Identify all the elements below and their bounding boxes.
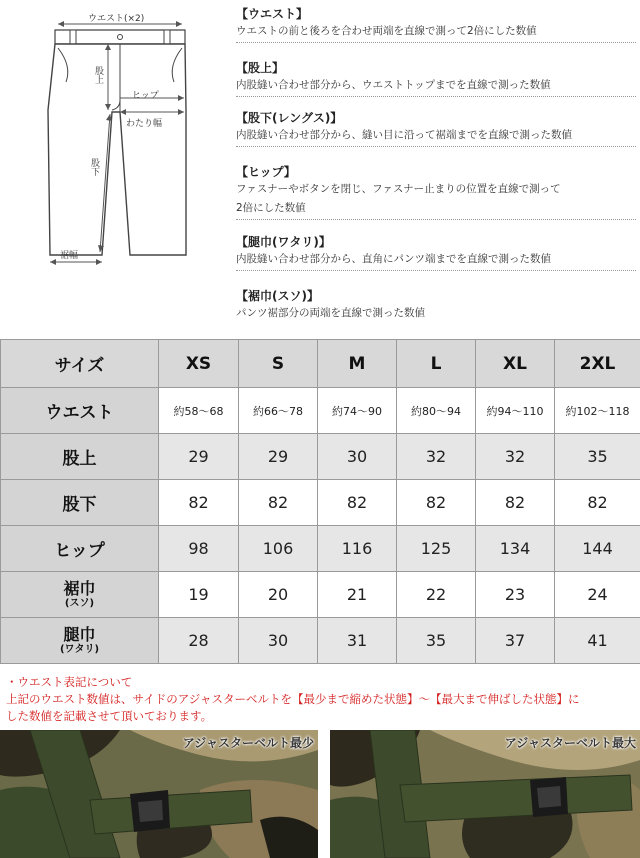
size-header-m: M [318, 340, 397, 388]
row-label-sub: (ワタリ) [59, 643, 100, 655]
diagram-waist-label: ウエスト(×2) [88, 14, 145, 24]
adjuster-belt-max-photo [330, 730, 640, 858]
dotted-divider [236, 270, 636, 271]
definition-body: 内股縫い合わせ部分から、直角にパンツ端までを直線で測った数値 [236, 253, 551, 265]
row-label-hem [1, 572, 159, 618]
size-header-xs: XS [159, 340, 239, 388]
table-cell: 82 [476, 480, 555, 526]
table-cell: 約102～118 [555, 388, 640, 434]
definition-title: 【腿巾(ワタリ)】 [236, 235, 331, 249]
row-label-inseam: 股下 [1, 480, 159, 526]
definition-title: 【ウエスト】 [236, 7, 309, 21]
size-header-l: L [397, 340, 476, 388]
size-header-s: S [239, 340, 318, 388]
table-cell: 82 [318, 480, 397, 526]
diagram-thigh-label: わたり幅 [126, 119, 163, 129]
table-cell: 30 [239, 618, 318, 664]
diagram-inseam-label: 股下 [89, 158, 99, 176]
waist-notation-note [6, 674, 636, 725]
photo-caption-max: アジャスターベルト最大 [504, 736, 636, 750]
note-line: 上記のウエスト数値は、サイドのアジャスターベルトを【最少まで縮めた状態】～【最大まで伸ばした状態】に [6, 692, 580, 706]
definition-body: ファスナーやボタンを閉じ、ファスナー止まりの位置を直線で測って [236, 183, 561, 195]
table-row-thigh [1, 618, 640, 664]
table-cell: 31 [318, 618, 397, 664]
table-cell: 144 [555, 526, 640, 572]
row-label-waist: ウエスト [1, 388, 159, 434]
pants-measurement-diagram [0, 0, 228, 336]
table-cell: 21 [318, 572, 397, 618]
definition-waist [236, 6, 636, 43]
diagram-hip-label: ヒップ [132, 91, 159, 101]
table-cell: 116 [318, 526, 397, 572]
row-label-thigh [1, 618, 159, 664]
row-label-main: 裾巾 [63, 578, 96, 598]
row-label-hip: ヒップ [1, 526, 159, 572]
pants-outline-illustration [0, 0, 228, 336]
table-row-rise [1, 434, 640, 480]
table-cell: 約74～90 [318, 388, 397, 434]
row-label-rise: 股上 [1, 434, 159, 480]
table-cell: 29 [239, 434, 318, 480]
table-cell: 82 [239, 480, 318, 526]
table-row-hip [1, 526, 640, 572]
table-cell: 約80～94 [397, 388, 476, 434]
definition-hip [236, 164, 636, 220]
table-row-hem [1, 572, 640, 618]
diagram-rise-label: 股上 [93, 66, 103, 84]
definition-body: 内股縫い合わせ部分から、縫い目に沿って裾端までを直線で測った数値 [236, 129, 572, 141]
table-cell: 22 [397, 572, 476, 618]
table-cell: 82 [397, 480, 476, 526]
table-cell: 24 [555, 572, 640, 618]
definition-body: パンツ裾部分の両端を直線で測った数値 [236, 307, 425, 319]
table-cell: 35 [397, 618, 476, 664]
size-chart-table [0, 339, 640, 664]
definition-body: 内股縫い合わせ部分から、ウエストトップまでを直線で測った数値 [236, 79, 551, 91]
definition-title: 【股下(レングス)】 [236, 111, 343, 125]
table-cell: 28 [159, 618, 239, 664]
table-cell: 41 [555, 618, 640, 664]
table-cell: 29 [159, 434, 239, 480]
table-cell: 35 [555, 434, 640, 480]
photo-caption-min: アジャスターベルト最少 [182, 736, 314, 750]
definition-thigh [236, 234, 636, 271]
definition-title: 【股上】 [236, 61, 285, 75]
table-row-inseam [1, 480, 640, 526]
size-header-row [1, 340, 640, 388]
definition-title: 【ヒップ】 [236, 165, 296, 179]
table-cell: 32 [397, 434, 476, 480]
table-cell: 134 [476, 526, 555, 572]
dotted-divider [236, 146, 636, 147]
adjuster-belt-min-photo [0, 730, 318, 858]
definition-inseam [236, 110, 636, 147]
table-cell: 37 [476, 618, 555, 664]
size-header-2xl: 2XL [555, 340, 640, 388]
note-line: ・ウエスト表記について [6, 675, 133, 689]
table-cell: 82 [555, 480, 640, 526]
definition-hem [236, 288, 636, 323]
definition-body: 2倍にした数値 [236, 202, 306, 214]
table-cell: 125 [397, 526, 476, 572]
dotted-divider [236, 219, 636, 220]
dotted-divider [236, 42, 636, 43]
diagram-hem-label: 裾幅 [60, 251, 79, 261]
table-cell: 30 [318, 434, 397, 480]
table-cell: 98 [159, 526, 239, 572]
size-header-xl: XL [476, 340, 555, 388]
note-line: した数値を記載させて頂いております。 [6, 709, 213, 723]
table-cell: 82 [159, 480, 239, 526]
size-corner-label: サイズ [1, 340, 159, 388]
table-cell: 約94～110 [476, 388, 555, 434]
definition-rise [236, 60, 636, 97]
table-cell: 106 [239, 526, 318, 572]
table-row-waist [1, 388, 640, 434]
table-cell: 約66～78 [239, 388, 318, 434]
table-cell: 20 [239, 572, 318, 618]
definition-title: 【裾巾(スソ)】 [236, 289, 319, 303]
definition-body: ウエストの前と後ろを合わせ両端を直線で測って2倍にした数値 [236, 25, 537, 37]
table-cell: 23 [476, 572, 555, 618]
table-cell: 約58～68 [159, 388, 239, 434]
row-label-main: 腿巾 [63, 624, 96, 644]
dotted-divider [236, 96, 636, 97]
table-cell: 19 [159, 572, 239, 618]
table-cell: 32 [476, 434, 555, 480]
row-label-sub: (スソ) [64, 597, 95, 609]
